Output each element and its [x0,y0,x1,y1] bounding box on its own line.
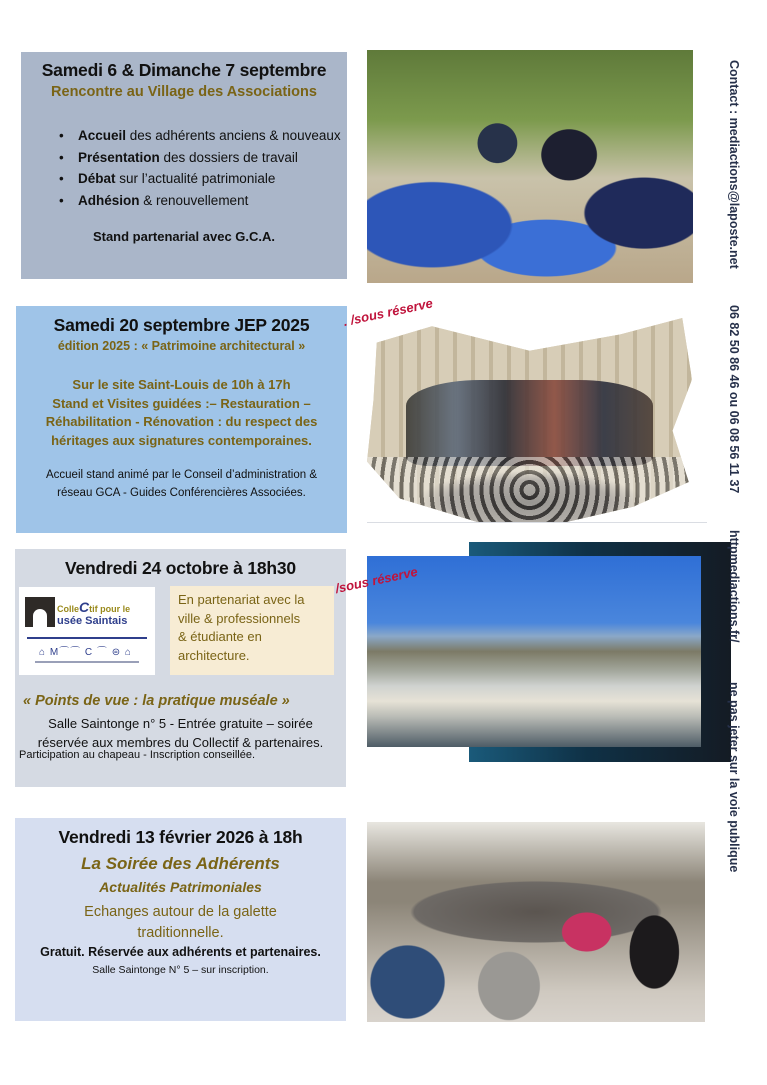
description-line: Stand et Visites guidées :– Restauration – [52,395,311,411]
event-bullet-list [59,125,341,211]
logo-text: Colle [57,604,80,614]
event-card-points-de-vue [15,549,346,787]
event-participation: Participation au chapeau - Inscription conseillée. [19,749,256,761]
event-footer: Stand partenarial avec G.C.A. [92,229,276,244]
notice-text: ne pas jeter sur la voie publique [727,682,741,873]
contact-email[interactable]: Contact : mediactions@laposte.net [727,60,741,269]
collectif-musee-saintais-logo [19,587,155,675]
event-description [16,376,347,450]
logo-monuments-icon: ⌂ M⌒⌒ C ⌒ ⊜ ⌂ [39,647,132,658]
photo-village-associations [367,50,693,283]
bullet-text: des dossiers de travail [159,149,298,165]
event-title: Samedi 6 & Dimanche 7 septembre [41,60,327,80]
bullet-bold: Adhésion [78,192,140,208]
reserve-note: . /sous réserve [341,295,435,329]
description-line: réservée aux membres du Collectif & partenaires. [37,735,324,750]
photo-toits-saintes [367,556,701,747]
accueil-line: Accueil stand animé par le Conseil d’administration & [45,469,318,481]
bullet-icon: • [59,171,64,186]
contact-sidebar [727,52,747,1052]
list-item [59,125,341,147]
divider [367,522,707,523]
list-item [59,168,341,190]
bullet-bold: Présentation [78,149,160,165]
bullet-text: & renouvellement [139,192,249,208]
description-line: traditionnelle. [137,925,224,941]
logo-text: tif pour le [89,604,131,614]
list-item [59,190,341,212]
logo-line2: usée Saintais [57,615,128,627]
bullet-bold: Débat [78,171,116,186]
event-access: Gratuit. Réservée aux adhérents et partenaires. [40,945,321,959]
logo-text: C [79,599,90,615]
bullet-text: sur l’actualité patrimoniale [115,171,276,186]
event-title: Vendredi 24 octobre à 18h30 [65,558,296,578]
list-item [59,147,341,169]
event-title: Vendredi 13 février 2026 à 18h [58,827,303,847]
logo-line1 [57,599,130,615]
partner-line: En partenariat avec la [178,592,305,607]
event-subtitle: La Soirée des Adhérents [81,854,280,873]
event-title: Samedi 20 septembre JEP 2025 [53,315,310,335]
photo-visite-guidee [367,318,692,523]
event-description [15,714,346,752]
bullet-icon: • [59,128,64,143]
logo-caption [35,661,139,663]
event-location: Salle Saintonge N° 5 – sur inscription. [92,964,269,976]
description-line: Sur le site Saint-Louis de 10h à 17h [72,377,291,392]
logo-m-arch-icon [25,597,55,627]
photo-floor [367,457,692,523]
description-line: Salle Saintonge n° 5 - Entrée gratuite – soirée [48,716,313,731]
contact-phones: 06 82 50 86 46 ou 06 08 56 11 37 [727,305,741,494]
photo-soiree-adherents [367,822,705,1022]
accueil-line: réseau GCA - Guides Conférencières Associées. [57,487,306,499]
photo-crowd [406,380,653,466]
partner-line: architecture. [178,647,250,663]
event-subtitle: « Points de vue : la pratique muséale » [23,693,290,709]
event-subtitle: édition 2025 : « Patrimoine architectural » [57,339,306,353]
event-card-jep-2025 [16,306,347,533]
website-link[interactable]: httpmediactions.fr/ [727,530,741,643]
event-subtitle: Rencontre au Village des Associations [51,84,317,100]
reserve-note: /sous réserve [333,563,420,596]
partner-line: & étudiante en [178,629,262,644]
event-subtitle-2: Actualités Patrimoniales [99,879,262,895]
description-line: Echanges autour de la galette [84,904,277,920]
partner-line: ville & professionnels [178,610,301,626]
event-card-soiree-adherents [15,818,346,1021]
event-description [15,902,346,944]
event-accueil [16,466,347,502]
bullet-bold: Accueil [78,128,127,143]
bullet-text: des adhérents anciens & nouveaux [126,128,341,143]
description-line: Réhabilitation - Rénovation : du respect des [45,414,318,429]
partner-note [170,586,334,675]
logo-rule [27,637,147,639]
bullet-icon: • [59,149,64,165]
event-card-village-associations [21,52,347,279]
bullet-icon: • [59,192,64,208]
description-line: héritages aux signatures contemporaines. [51,432,312,448]
